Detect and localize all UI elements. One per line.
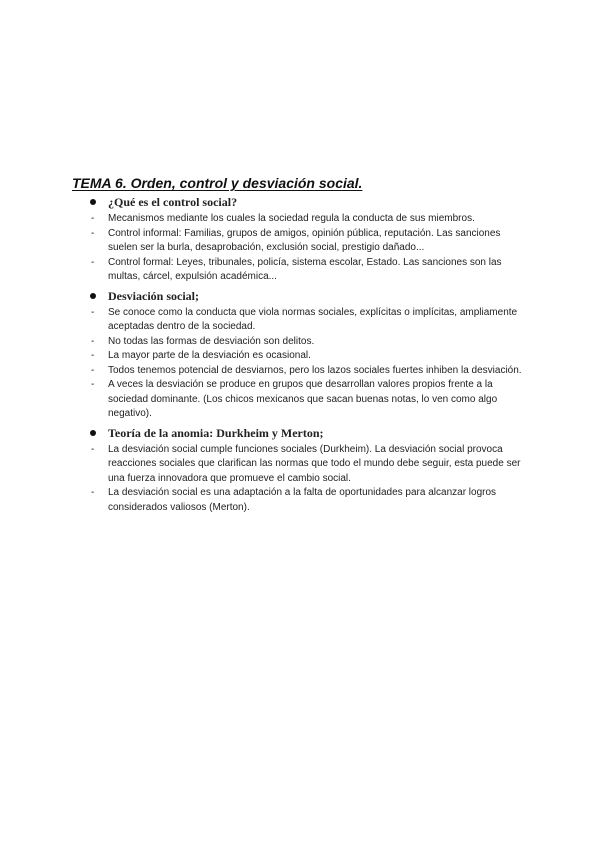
dash-icon: - — [91, 213, 95, 224]
item-list — [0, 306, 600, 422]
list-item-text: Control formal: Leyes, tribunales, policía, sistema escolar, Estado. Las sanciones son las multas, cárcel, expulsión académica... — [108, 256, 502, 282]
dash-icon: - — [91, 256, 95, 268]
section-heading-text: ¿Qué es el control social? — [108, 195, 238, 209]
document-body — [0, 194, 600, 515]
list-item — [0, 486, 600, 515]
section-desviacion-social — [0, 288, 600, 422]
list-item-text: A veces la desviación se produce en grupos que desarrollan valores propios frente a la sociedad dominante. (Los chicos mexicanos que sacan buenas notas, lo ven como algo negativo). — [108, 379, 498, 419]
list-item — [0, 306, 600, 335]
bullet-icon — [90, 199, 96, 205]
list-item — [0, 227, 600, 256]
dash-icon: - — [91, 364, 95, 376]
list-item — [0, 335, 600, 350]
list-item-text: Todos tenemos potencial de desviarnos, pero los lazos sociales fuertes inhiben la desviación. — [108, 364, 522, 376]
list-item — [0, 364, 600, 379]
list-item-text: Mecanismos mediante los cuales la sociedad regula la conducta de sus miembros. — [108, 213, 475, 224]
list-item-text: La desviación social cumple funciones sociales (Durkheim). La desviación social provoca reacciones sociales que clarifican las normas que todo el mundo debe seguir, esta puede ser una fuerza innovadora que promueve el cambio social. — [108, 443, 521, 484]
section-heading — [0, 194, 600, 210]
section-control-social — [0, 194, 600, 285]
section-heading — [0, 425, 600, 441]
dash-icon: - — [91, 335, 95, 347]
list-item-text: Se conoce como la conducta que viola normas sociales, explícitas o implícitas, ampliamente aceptadas dentro de la sociedad. — [108, 306, 518, 332]
section-teoria-anomia — [0, 425, 600, 516]
dash-icon: - — [91, 227, 95, 239]
page-title: TEMA 6. Orden, control y desviación social. — [72, 175, 363, 191]
dash-icon: - — [91, 443, 95, 455]
section-heading-text: Desviación social; — [108, 288, 199, 303]
list-item — [0, 212, 600, 227]
section-heading-text: Teoría de la anomia: Durkheim y Merton; — [108, 425, 324, 440]
bullet-icon — [90, 430, 96, 436]
list-item-text: La desviación social es una adaptación a la falta de oportunidades para alcanzar logros considerados valiosos (Merton). — [108, 487, 497, 513]
list-item — [0, 256, 600, 285]
dash-icon: - — [91, 350, 95, 361]
item-list — [0, 212, 600, 285]
list-item — [0, 443, 600, 487]
section-heading — [0, 288, 600, 304]
item-list — [0, 443, 600, 516]
bullet-icon — [90, 293, 96, 299]
list-item-text: No todas las formas de desviación son delitos. — [108, 335, 315, 347]
dash-icon: - — [91, 379, 95, 390]
list-item — [0, 349, 600, 364]
list-item-text: La mayor parte de la desviación es ocasional. — [108, 350, 311, 361]
dash-icon: - — [91, 306, 95, 318]
list-item — [0, 378, 600, 422]
dash-icon: - — [91, 487, 95, 498]
list-item-text: Control informal: Familias, grupos de amigos, opinión pública, reputación. Las sanciones suelen ser la burla, desaprobación, exclusión social, prestigio dañado... — [108, 227, 501, 253]
